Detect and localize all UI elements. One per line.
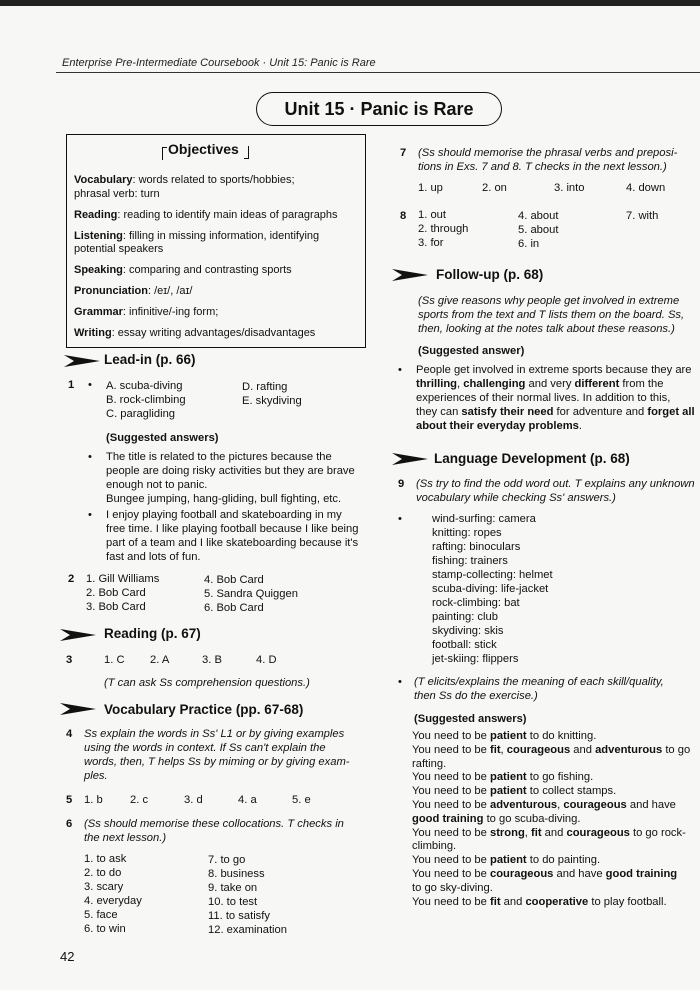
ex3-4: 4. D	[256, 654, 277, 666]
obj-vocabulary: Vocabulary: words related to sports/hobbies;	[74, 174, 295, 186]
leadin-answer-2: I enjoy playing football and skateboarding in my free time. I like playing football because I like being part of a team and I like skateboarding because it's fast and lots of fun.	[106, 509, 359, 563]
obj-listening: Listening: filling in missing information, identifying	[74, 230, 320, 242]
ex2-4: 4. Bob Card	[204, 574, 264, 586]
ex9-list: wind-surfing: camera knitting: ropes rafting: binoculars fishing: trainers stamp-collecting: helmet scuba-diving: life-jacket rock-climbing: bat painting: club skydiving: skis football: stick jet-skiing: flippers	[432, 513, 553, 665]
ex8-number: 8	[400, 210, 407, 222]
unit-title: Unit 15 · Panic is Rare	[256, 92, 502, 126]
running-header: Enterprise Pre-Intermediate Coursebook · Unit 15: Panic is Rare	[62, 57, 376, 69]
followup-answer: People get involved in extreme sports because they are thrilling, challenging and very different from the experiences of their normal lives. In addition to this, they can satisfy their need for adventure and forget all about their everyday problems.	[416, 364, 695, 432]
objectives-title: Objectives	[168, 141, 239, 157]
obj-pronunciation: Pronunciation: /eɪ/, /aɪ/	[74, 285, 193, 297]
ex1-d: D. rafting	[242, 381, 288, 393]
bullet: •	[398, 676, 402, 688]
leadin-answer-1: The title is related to the pictures because the people are doing risky activities but they are brave enough not to panic. Bungee jumping, hang-gliding, bull fighting, etc.	[106, 451, 355, 505]
ex6-col2: 7. to go 8. business 9. take on 10. to test 11. to satisfy 12. examination	[208, 854, 287, 936]
ex7-1: 1. up	[418, 182, 443, 194]
ex2-6: 6. Bob Card	[204, 602, 264, 614]
ex1-c: C. paragliding	[106, 408, 176, 420]
ex2-5: 5. Sandra Quiggen	[204, 588, 298, 600]
page-number: 42	[60, 949, 75, 964]
ex1-number: 1	[68, 379, 75, 391]
bullet: •	[88, 451, 92, 463]
ex8-7: 7. with	[626, 210, 659, 222]
ex3-1: 1. C	[104, 654, 125, 666]
section-arrow-icon	[60, 626, 96, 644]
ex1-bullet: •	[88, 379, 92, 391]
obj-reading: Reading: reading to identify main ideas of paragraphs	[74, 209, 338, 221]
followup-suggested: (Suggested answer)	[418, 345, 525, 357]
bullet: •	[398, 364, 402, 376]
ex5-2: 2. c	[130, 794, 149, 806]
followup-heading: Follow-up (p. 68)	[436, 267, 544, 282]
section-arrow-icon	[392, 450, 428, 468]
ex7-text: (Ss should memorise the phrasal verbs and preposi- tions in Exs. 7 and 8. T checks in the next lesson.)	[418, 147, 678, 173]
ex3-2: 2. A	[150, 654, 170, 666]
ex6-text: (Ss should memorise these collocations. T checks in the next lesson.)	[84, 818, 344, 844]
ex6-number: 6	[66, 818, 73, 830]
ex3-number: 3	[66, 654, 73, 666]
ex2-number: 2	[68, 573, 75, 585]
langdev-heading: Language Development (p. 68)	[434, 451, 630, 466]
obj-vocabulary-2: phrasal verb: turn	[74, 188, 160, 200]
section-arrow-icon	[392, 266, 428, 284]
followup-text: (Ss give reasons why people get involved in extreme sports from the text and T lists them on the board. Ss, then, looking at the notes talk about these reasons.)	[418, 295, 685, 335]
ex5-5: 5. e	[292, 794, 311, 806]
ex1-a: A. scuba-diving	[106, 380, 183, 392]
ex7-2: 2. on	[482, 182, 507, 194]
ex1-b: B. rock-climbing	[106, 394, 186, 406]
ex8-col1: 1. out 2. through 3. for	[418, 209, 469, 249]
ex2-1: 1. Gill Williams	[86, 573, 160, 585]
top-bar	[0, 0, 700, 6]
section-arrow-icon	[64, 352, 100, 370]
ex5-1: 1. b	[84, 794, 103, 806]
ex9-text: (Ss try to find the odd word out. T explains any unknown vocabulary while checking Ss' answers.)	[416, 478, 695, 504]
ex6-col1: 1. to ask 2. to do 3. scary 4. everyday 5. face 6. to win	[84, 853, 142, 935]
ex5-number: 5	[66, 794, 73, 806]
ex1-e: E. skydiving	[242, 395, 302, 407]
reading-note: (T can ask Ss comprehension questions.)	[104, 677, 310, 689]
section-arrow-icon	[60, 700, 96, 718]
obj-writing: Writing: essay writing advantages/disadvantages	[74, 327, 316, 339]
obj-listening-2: potential speakers	[74, 243, 164, 255]
ex4-text: Ss explain the words in Ss' L1 or by giving examples using the words in context. If Ss can't explain the words, then, T helps Ss by miming or by giving exam- ples.	[84, 728, 350, 782]
ex7-3: 3. into	[554, 182, 585, 194]
ex7-4: 4. down	[626, 182, 666, 194]
obj-grammar: Grammar: infinitive/-ing form;	[74, 306, 219, 318]
ex2-2: 2. Bob Card	[86, 587, 146, 599]
ex8-col2: 4. about 5. about 6. in	[518, 210, 559, 250]
ex4-number: 4	[66, 728, 73, 740]
bullet: •	[398, 513, 402, 525]
ex9-suggested: (Suggested answers)	[414, 713, 527, 725]
leadin-heading: Lead-in (p. 66)	[104, 352, 196, 367]
vocab-heading: Vocabulary Practice (pp. 67-68)	[104, 702, 304, 717]
reading-heading: Reading (p. 67)	[104, 626, 201, 641]
bullet: •	[88, 509, 92, 521]
ex9-instruction: (T elicits/explains the meaning of each skill/quality, then Ss do the exercise.)	[414, 676, 664, 702]
ex3-3: 3. B	[202, 654, 222, 666]
leadin-suggested: (Suggested answers)	[106, 432, 219, 444]
ex2-3: 3. Bob Card	[86, 601, 146, 613]
ex5-3: 3. d	[184, 794, 203, 806]
obj-speaking: Speaking: comparing and contrasting sports	[74, 264, 292, 276]
header-rule	[56, 72, 700, 73]
ex5-4: 4. a	[238, 794, 257, 806]
ex9-answers: You need to be patient to do knitting. You need to be fit, courageous and adventurous to go rafting. You need to be patient to go fishing. You need to be patient to collect stamps. You need to be adventurous, courageous and have good training to go scuba-diving. You need to be strong, fit and courageous to go rock- climbing. You need to be patient to do painting. You need to be courageous and have good training to go sky-diving. You need to be fit and cooperative to play football.	[412, 730, 691, 908]
ex9-number: 9	[398, 478, 405, 490]
ex7-number: 7	[400, 147, 407, 159]
